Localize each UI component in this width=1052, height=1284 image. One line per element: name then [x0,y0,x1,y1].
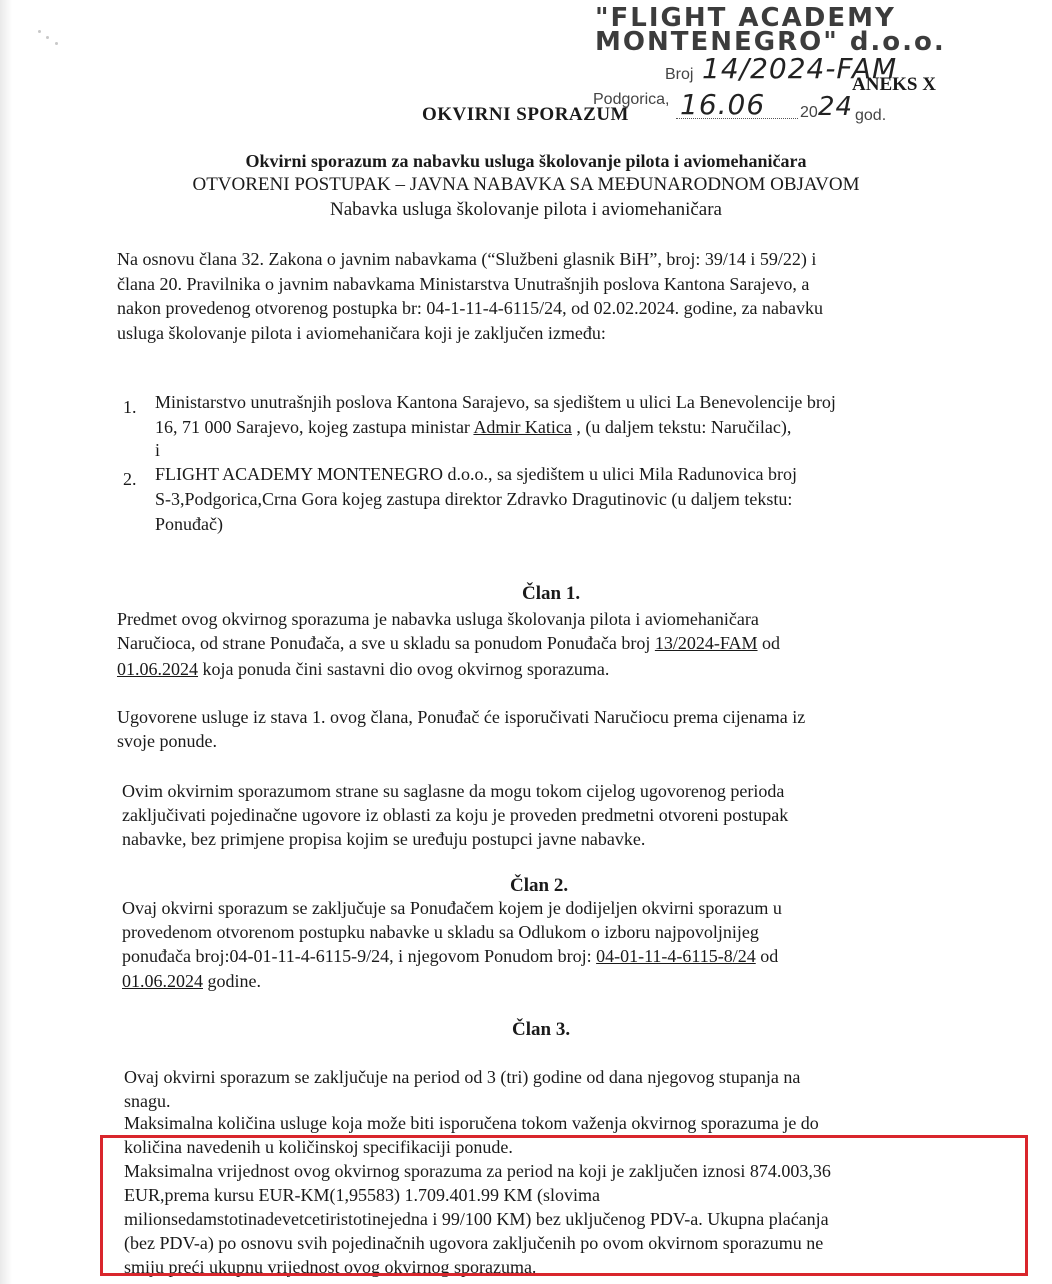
intro-line: Na osnovu člana 32. Zakona o javnim nabavkama (“Službeni glasnik BiH”, broj: 39/14 i 59/22) i [117,249,817,269]
clan1-p1-line3-rest: koja ponuda čini sastavni dio ovog okvirnog sporazuma. [198,659,610,679]
offer-number: 13/2024-FAM [654,633,758,653]
clan1-p1-line2-rest: od [757,633,781,653]
minister-name: Admir Katica [473,417,572,437]
party2-number: 2. [123,469,137,489]
clan2-line3-text: ponuđača broj:04-01-11-4-6115-9/24, i njegovom Ponudom broj: [122,946,597,966]
party1-number: 1. [123,397,137,417]
offer-date: 01.06.2024 [117,659,198,679]
clan1-p3-line3: nabavke, bez primjene propisa kojim se uređuju postupci javne nabavke. [122,829,646,849]
party2-line1: FLIGHT ACADEMY MONTENEGRO d.o.o., sa sjedištem u ulici Mila Radunovica broj [155,464,797,484]
stamp-year-prefix: 20 [800,104,818,121]
header-line1: Okvirni sporazum za nabavku usluga školovanje pilota i aviomehaničara [245,151,807,171]
header-line2: OTVORENI POSTUPAK – JAVNA NABAVKA SA MEĐUNARODNOM OBJAVOM [192,174,860,195]
bid-number: 04-01-11-4-6115-8/24 [596,946,756,966]
intro-line: usluga školovanje pilota i aviomehaničara koji je zaključen između: [117,323,606,343]
stamp-company-line1: "FLIGHT ACADEMY [595,3,896,33]
stamp-broj-handwritten: 14/2024-FAM [702,52,898,85]
party1-line2 [155,417,791,438]
clan2-line3-rest: od [755,946,779,966]
clan1-p1-line2-text: Naručioca, od strane Ponuđača, a sve u skladu sa ponudom Ponuđača broj [117,633,655,653]
clan2-line4-rest: godine. [203,971,261,991]
clan3-line4: količina navedenih u količinskoj specifikaciji ponude. [124,1137,513,1157]
scan-speck [55,42,58,45]
clan1-p3-line1: Ovim okvirnim sporazumom strane su saglasne da mogu tokom cijelog ugovorenog perioda [122,781,785,801]
party1-line2-rest: , (u daljem tekstu: Naručilac), [571,417,792,437]
clan1-p1-line1: Predmet ovog okvirnog sporazuma je nabavka usluga školovanja pilota i aviomehaničara [117,609,759,629]
clan3-line9: smiju preći ukupnu vrijednost ovog okvirnog sporazuma. [124,1257,537,1277]
party1-line1: Ministarstvo unutrašnjih poslova Kantona Sarajevo, sa sjedištem u ulici La Benevolencije broj [155,392,836,412]
clan1-p1-line3 [117,659,609,680]
clan1-p2-line2: svoje ponude. [117,731,217,751]
party2-line2: S-3,Podgorica,Crna Gora kojeg zastupa direktor Zdravko Dragutinovic (u daljem tekstu: [155,489,793,509]
aneks-label: ANEKS X [852,74,936,95]
header-line3: Nabavka usluga školovanje pilota i aviomehaničara [329,199,722,220]
stamp-date-underline [676,118,798,119]
clan2-line2: provedenom otvorenom postupku nabavke u skladu sa Odlukom o izboru najpovoljnijeg [122,922,759,942]
clan2-line3 [122,946,778,967]
clan1-heading: Član 1. [522,583,581,604]
clan3-line8: (bez PDV-a) po osnovu svih pojedinačnih ugovora zaključenih po ovom okvirnom sporazumu ne [124,1233,824,1253]
party2-line3: Ponuđač) [155,514,223,534]
clan3-line5: Maksimalna vrijednost ovog okvirnog sporazuma za period na koji je zaključen iznosi 874.003,36 [124,1161,831,1181]
stamp-god-label: god. [855,107,887,124]
clan1-p2-line1: Ugovorene usluge iz stava 1. ovog člana, Ponuđač će isporučivati Naručiocu prema cijenama iz [117,707,806,727]
party1-line2-text: 16, 71 000 Sarajevo, kojeg zastupa ministar [155,417,474,437]
clan3-line6: EUR,prema kursu EUR-KM(1,95583) 1.709.401.99 KM (slovima [124,1185,600,1205]
scan-speck [38,30,41,33]
highlight-annotation-box [100,1135,1028,1276]
scan-speck [46,36,49,39]
intro-line: nakon provedenog otvorenog postupka br: 04-1-11-4-6115/24, od 02.02.2024. godine, za nabavku [117,298,824,318]
stamp-broj-label: Broj [665,66,694,83]
stamp-year-handwritten: 24 [818,92,854,122]
clan3-line7: milionsedamstotinadevetcetiristotinejedna i 99/100 KM) bez uključenog PDV-a. Ukupna plaćanja [124,1209,829,1229]
clan2-line1: Ovaj okvirni sporazum se zaključuje sa Ponuđačem kojem je dodijeljen okvirni sporazum u [122,898,782,918]
party-conjunction: i [155,440,161,460]
clan2-line4 [122,971,261,992]
clan1-p3-line2: zaključivati pojedinačne ugovore iz oblasti za koju je proveden predmetni otvoreni postupak [122,805,789,825]
clan2-heading: Član 2. [510,875,569,896]
clan3-line1: Ovaj okvirni sporazum se zaključuje na period od 3 (tri) godine od dana njegovog stupanja na [124,1067,801,1087]
clan1-p1-line2 [117,633,780,654]
bid-date: 01.06.2024 [122,971,203,991]
stamp-place-label: Podgorica, [593,91,670,108]
clan3-heading: Član 3. [512,1019,571,1040]
document-title: OKVIRNI SPORAZUM [422,104,629,125]
clan3-line3: Maksimalna količina usluge koja može biti isporučena tokom važenja okvirnog sporazuma je do [124,1113,819,1133]
stamp-company-line2: MONTENEGRO" d.o.o. [595,27,946,57]
clan3-line2: snagu. [124,1091,171,1111]
intro-line: člana 20. Pravilnika o javnim nabavkama Ministarstva Unutrašnjih poslova Kantona Sarajevo, a [117,274,810,294]
stamp-date-handwritten: 16.06 [680,88,766,121]
